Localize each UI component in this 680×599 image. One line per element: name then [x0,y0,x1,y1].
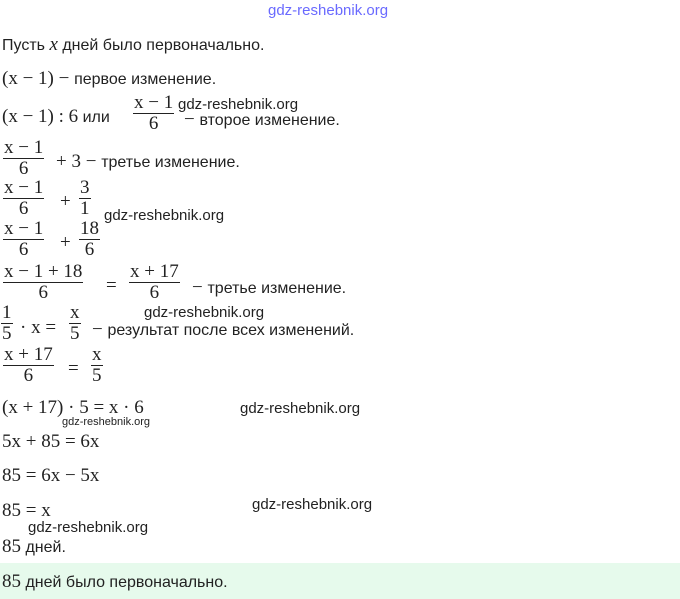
fraction-denominator: 6 [18,198,29,219]
common-denominator-left [2,219,45,260]
fraction-denominator: 1 [80,198,90,219]
second-change-expr: (x − 1) : 6 [2,106,79,127]
second-change-or: или [78,109,110,126]
simplified-fraction [128,262,181,303]
one-fifth-fraction [0,303,14,344]
fraction-denominator: 5 [70,323,80,344]
second-change-text: второе изменение. [199,112,340,129]
fraction-denominator: 5 [92,365,102,386]
third-change-rest: + 3 − [56,151,102,172]
fraction-numerator: x + 17 [130,261,179,282]
answer-box [0,563,680,599]
fraction-numerator: x − 1 + 18 [4,261,83,282]
watermark: gdz-reshebnik.org [144,304,265,321]
fraction-numerator: 1 [2,302,12,323]
result-dash: − [92,319,108,340]
common-denominator-plus: + [60,232,71,253]
first-change-dash: − [53,68,75,89]
intro-text-a: Пусть [2,37,50,54]
fraction-numerator: x [92,344,102,365]
third-change-fraction [2,138,45,179]
answer-text: дней было первоначально. [21,574,228,591]
sum-plus: + [60,191,71,212]
fraction-denominator: 6 [149,282,160,303]
fraction-denominator: 5 [2,323,12,344]
combined-equals: = [106,275,117,296]
answer-number: 85 [2,571,21,592]
fraction-denominator: 6 [84,239,95,260]
second-change-fraction [132,93,175,134]
fraction-denominator: 6 [23,365,34,386]
watermark: gdz-reshebnik.org [240,400,361,417]
x-over-five-fraction [68,303,82,344]
third-change-text: третье изменение. [101,154,240,171]
equation-right-fraction [90,345,104,386]
watermark: gdz-reshebnik.org [62,416,151,428]
watermark-top: gdz-reshebnik.org [268,2,389,19]
fraction-denominator: 6 [38,282,48,303]
sum-fraction-left [2,178,45,219]
cross-multiply-line: (x + 17) · 5 = x · 6 [2,397,144,418]
fraction-numerator: x − 1 [4,137,44,158]
days-text: дней. [21,539,66,556]
intro-line [2,34,264,56]
equation-equals: = [68,358,79,379]
first-change-expr: (x − 1) [2,68,54,89]
watermark: gdz-reshebnik.org [178,96,299,113]
fraction-numerator: x + 17 [4,344,53,365]
fraction-numerator: x [70,302,80,323]
fraction-numerator: 18 [80,218,99,239]
fraction-numerator: x − 1 [4,218,44,239]
second-change-dash: − [184,109,200,130]
solution-equation: 85 = x [2,500,51,521]
equation-left-fraction [2,345,55,386]
fraction-denominator: 6 [148,113,159,134]
fraction-denominator: 6 [18,239,29,260]
common-denominator-right [78,219,101,260]
third-change-label [56,151,240,173]
fraction-numerator: x − 1 [134,92,174,113]
intro-text-b: дней было первоначально. [57,37,265,54]
third-change-label-2 [192,277,346,299]
second-change-expr-line [2,106,110,128]
third-change-dash: − [192,277,208,298]
sum-fraction-right [78,178,92,219]
intro-variable: x [49,34,58,55]
combined-fraction [2,262,84,303]
answer-line [2,571,228,593]
watermark: gdz-reshebnik.org [28,519,149,536]
result-label [92,319,354,341]
rearranged-equation: 85 = 6x − 5x [2,465,100,486]
fraction-numerator: x − 1 [4,177,44,198]
days-line [2,536,66,558]
expanded-equation: 5x + 85 = 6x [2,431,100,452]
result-text: результат после всех изменений. [107,322,355,339]
watermark: gdz-reshebnik.org [104,207,225,224]
times-x-equals: · x = [20,317,57,338]
first-change-line [2,68,216,90]
third-change-text-2: третье изменение. [207,280,347,297]
fraction-numerator: 3 [80,177,90,198]
fraction-denominator: 6 [18,158,29,179]
watermark: gdz-reshebnik.org [252,496,373,513]
first-change-text: первое изменение. [74,71,217,88]
days-number: 85 [2,536,21,557]
